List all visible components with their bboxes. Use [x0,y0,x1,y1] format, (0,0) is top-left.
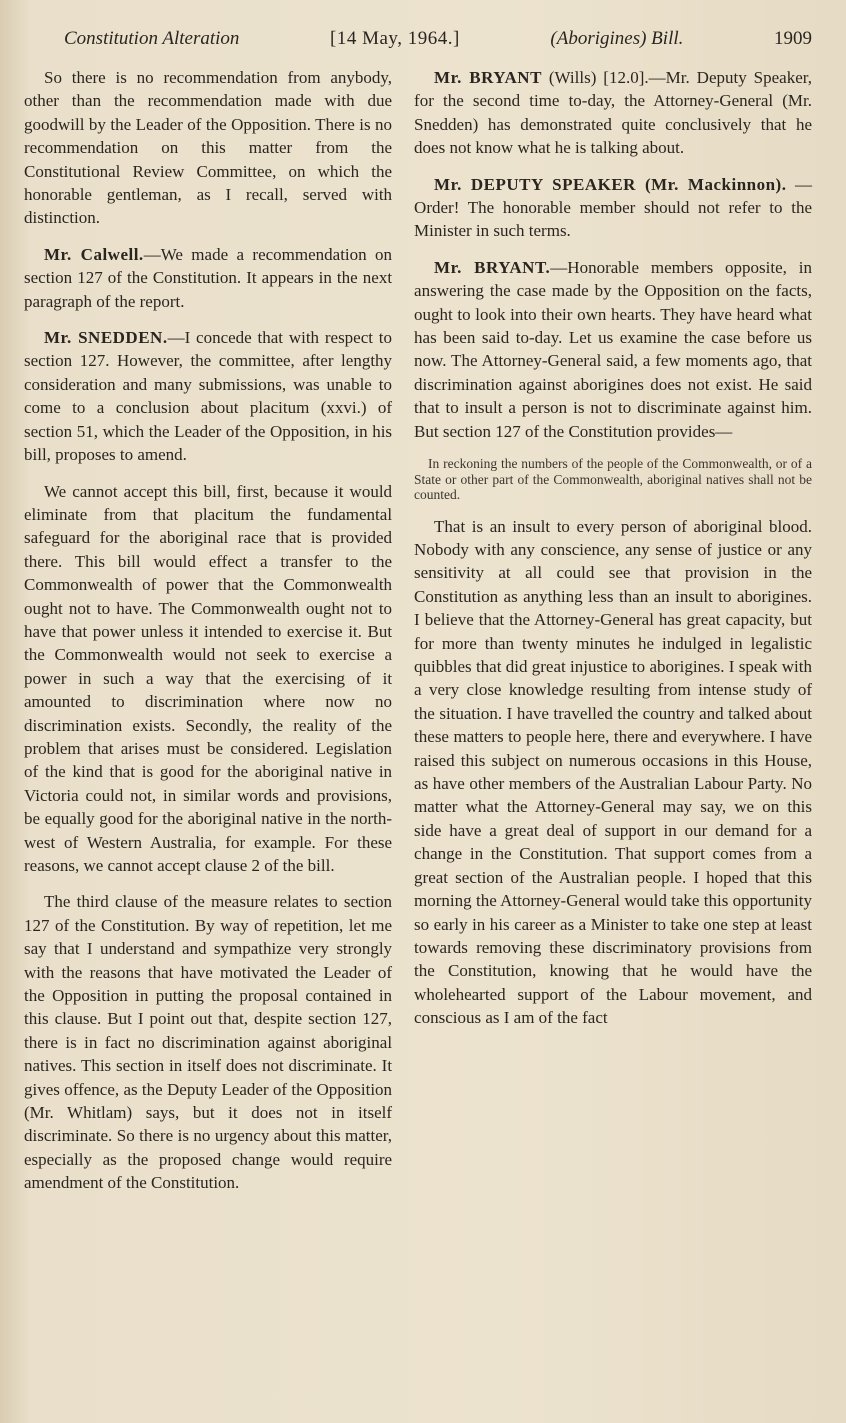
speaker-name: Mr. BRYANT [434,68,542,87]
speaker-name: Mr. Calwell. [44,244,144,264]
speech-text: — Order! The honorable member should not refer to the Minister in such terms. [414,174,812,241]
speaker-name: Mr. DEPUTY SPEAKER (Mr. Mackinnon). [434,174,787,194]
sitting-date: [14 May, 1964.] [330,28,460,49]
speech-text: (Wills) [12.0].—Mr. Deputy Speaker, for the second time to-day, the Attorney-General (Mr. Snedden) has demonstrated quite conclusively that he does not know what he is talking about. [414,68,812,158]
text-columns [12,66,812,1208]
body-paragraph: We cannot accept this bill, first, because it would eliminate from that placitum the fundamental safeguard for the aboriginal race that is provided there. This bill would effect a transfer to the Commonwealth of power that the Commonwealth ought not to have. The Commonwealth ought not to have that power unless it intended to exercise it. But the Commonwealth would not seek to exercise a power in such a way that the exercising of it amounted to discrimination where now no discrimination exists. Secondly, the reality of the problem that arises must be considered. Legislation of the kind that is good for the aboriginal native in Victoria could not, in similar words and provisions, be equally good for the aboriginal native in the north-west of Western Australia, for example. For these reasons, we cannot accept clause 2 of the bill. [24,481,393,875]
speech-paragraph [414,173,812,243]
speech-paragraph [12,326,392,466]
body-paragraph: So there is no recommendation from anybody, other than the recommendation made with due goodwill by the Leader of the Opposition. There is no recommendation on this matter from the Constitutional Review Committee, on which the honorable gentleman, as I recall, served with distinction. [24,68,393,228]
bill-title: (Aborigines) Bill. [550,28,684,49]
speech-paragraph [12,243,392,313]
speech-text: —We made a recommendation on section 127 of the Constitution. It appears in the next paragraph of the report. [24,244,393,311]
body-paragraph: That is an insult to every person of aboriginal blood. Nobody with any conscience, any sense of justice or any sensitivity at all could see that provision in the Constitution as anything less than an insult to aborigines. I believe that the Attorney-General has great capacity, but for more than twenty minutes he indulged in legalistic quibbles that did great injustice to aborigines. I speak with a very close knowledge resulting from intense study of the situation. I have travelled the country and talked about these matters to people here, there and everywhere. I have raised this subject on numerous occasions in this House, as have other members of the Australian Labour Party. No matter what the Attorney-General may say, we on this side have a great deal of support in our demand for a change in the Constitution. That support comes from a great section of the Australian people. I hoped that this morning the Attorney-General would take this opportunity so early in his career as a Minister to take one step at least towards removing these discriminatory provisions from the Constitution, knowing that he would have the wholehearted support of the Labour movement, and conscious as I am of the fact [414,516,812,1028]
body-paragraph: The third clause of the measure relates to section 127 of the Constitution. By way of repetition, let me say that I understand and sympathize very strongly with the reasons that have motivated the Leader of the Opposition in putting the proposal contained in this clause. But I point out that, despite section 127, there is in fact no discrimination against aboriginal natives. This section in itself does not discriminate. It gives offence, as the Deputy Leader of the Opposition (Mr. Whitlam) says, but it does not in itself discriminate. So there is no urgency about this matter, especially as the proposed change would require amendment of the Constitution. [24,892,393,1193]
speech-paragraph [414,256,812,443]
running-title: Constitution Alteration [64,28,240,49]
page-header [64,28,812,50]
page-number: 1909 [773,28,812,49]
speech-text: —I concede that with respect to section 127. However, the committee, after lengthy consideration and many submissions, was unable to come to a conclusion about placitum (xxvi.) of section 51, which the Leader of the Opposition, in his bill, proposes to amend. [24,328,393,465]
speaker-name: Mr. BRYANT. [434,257,551,277]
speech-paragraph [414,66,812,160]
left-column [12,66,392,1208]
speaker-name: Mr. SNEDDEN. [44,328,168,348]
speech-text: —Honorable members opposite, in answering the case made by the Opposition on the facts, ought to look into their own hearts. They have heard what has been said to-day. Let us examine the case before us now. The Attorney-General said, a few moments ago, that discrimination against aborigines does not exist. He said that to insult a person is not to discriminate against him. But section 127 of the Constitution provides— [414,257,812,441]
right-column [414,66,812,1208]
constitution-quote: In reckoning the numbers of the people of the Commonwealth, or of a State or other part of the Commonwealth, aboriginal natives shall not be counted. [414,456,812,503]
